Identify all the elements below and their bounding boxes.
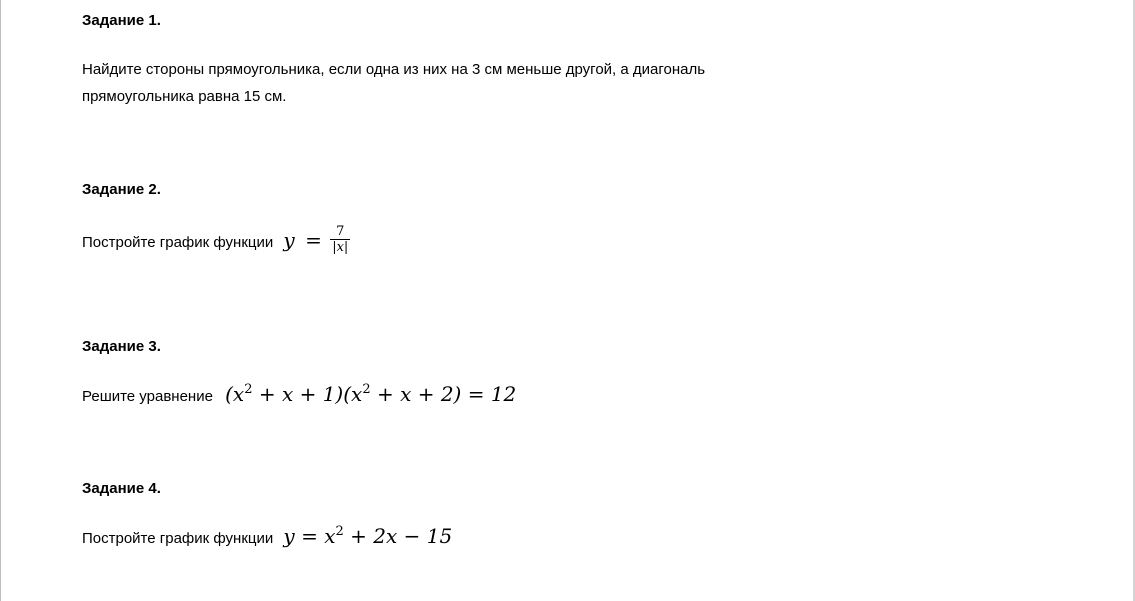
task-2-title: Задание 2.: [82, 181, 161, 198]
task-3-title: Задание 3.: [82, 338, 161, 355]
task-4-prompt: Постройте график функции: [82, 530, 274, 547]
page-left-border: [0, 0, 1, 601]
task-4-text: [82, 522, 452, 553]
task-3-prompt: Решите уравнение: [82, 388, 213, 405]
task-3-text: [82, 380, 516, 411]
task-3-formula-exponent-2: 2: [362, 382, 371, 397]
task-1-text-line-2: прямоугольника равна 15 см.: [82, 88, 287, 105]
task-3-formula-part-2: + x + 1)(x: [252, 382, 363, 406]
task-2-formula-denominator: |x|: [332, 240, 349, 255]
task-2-formula-numerator: 7: [330, 224, 350, 240]
task-3-formula-part-3: + x + 2) = 12: [370, 382, 517, 406]
task-2-formula-eq: =: [305, 228, 322, 252]
task-1-title: Задание 1.: [82, 12, 161, 29]
task-4-title: Задание 4.: [82, 480, 161, 497]
task-2-formula-fraction: [330, 224, 350, 255]
task-4-formula-lhs: y = x: [283, 524, 336, 548]
task-4-formula-exponent: 2: [335, 524, 344, 539]
task-4-formula-rhs: + 2x − 15: [343, 524, 453, 548]
task-3-formula-exponent-1: 2: [244, 382, 253, 397]
task-2-text: [82, 226, 350, 257]
task-2-prompt: Постройте график функции: [82, 234, 274, 251]
task-3-formula-part-1: (x: [225, 382, 245, 406]
task-3-formula: [225, 382, 516, 406]
task-2-formula-lhs: y: [283, 228, 295, 252]
task-2-formula: [283, 224, 350, 255]
task-1-text-line-1: Найдите стороны прямоугольника, если одна из них на 3 см меньше другой, а диагональ: [82, 61, 706, 78]
task-4-formula: [283, 524, 452, 548]
